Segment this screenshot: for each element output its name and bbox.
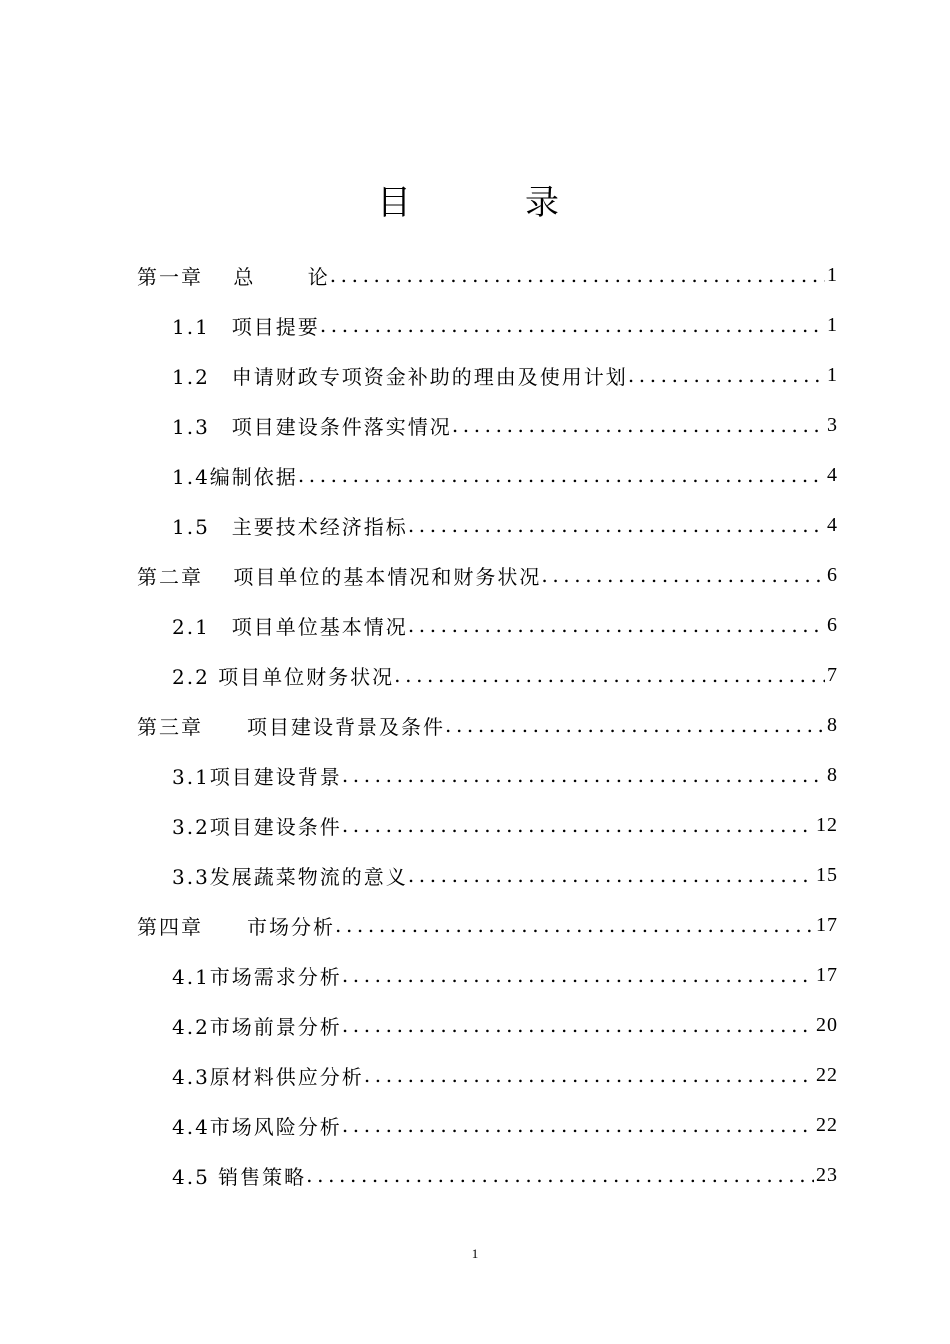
toc-entry-3-1[interactable] (172, 750, 838, 800)
toc-entry-page: 23 (816, 1163, 838, 1186)
toc-entry-page: 8 (827, 763, 838, 786)
toc-entry-label: 4.1市场需求分析 (172, 964, 342, 989)
toc-entry-4-4[interactable] (172, 1100, 838, 1150)
toc-entry-label: 4.5 销售策略 (172, 1164, 307, 1189)
toc-entry-label: 4.4市场风险分析 (172, 1114, 342, 1139)
toc-entry-1-3[interactable] (172, 400, 838, 450)
toc-entry-4-2[interactable] (172, 1000, 838, 1050)
toc-entry-label: 1.5 主要技术经济指标 (172, 514, 408, 539)
dot-leader (452, 413, 825, 437)
toc-entry-chapter-2[interactable] (137, 550, 838, 600)
toc-entry-1-2[interactable] (172, 350, 838, 400)
dot-leader (335, 913, 814, 937)
dot-leader (394, 663, 825, 687)
toc-entry-label: 1.4编制依据 (172, 464, 298, 489)
toc-entry-label: 3.1项目建设背景 (172, 764, 342, 789)
toc-entry-page: 17 (816, 963, 838, 986)
dot-leader (541, 563, 825, 587)
dot-leader (298, 463, 825, 487)
toc-entry-label: 2.2 项目单位财务状况 (172, 664, 395, 689)
toc-entry-4-5[interactable] (172, 1150, 838, 1200)
toc-entry-3-2[interactable] (172, 800, 838, 850)
dot-leader (364, 1063, 814, 1087)
toc-entry-label: 第四章 市场分析 (137, 914, 335, 939)
toc-entry-1-1[interactable] (172, 300, 838, 350)
dot-leader (306, 1163, 814, 1187)
page-number: 1 (471, 1246, 479, 1261)
toc-entry-page: 8 (827, 713, 838, 736)
dot-leader (330, 263, 825, 287)
dot-leader (342, 1013, 814, 1037)
toc-entry-page: 12 (816, 813, 838, 836)
dot-leader (408, 613, 825, 637)
toc-entry-4-1[interactable] (172, 950, 838, 1000)
toc-entry-2-2[interactable] (172, 650, 838, 700)
toc-entry-page: 17 (816, 913, 838, 936)
toc-entry-page: 1 (827, 313, 838, 336)
toc-entry-page: 22 (816, 1113, 838, 1136)
dot-leader (320, 313, 825, 337)
toc-entry-page: 1 (827, 263, 838, 286)
dot-leader (342, 763, 825, 787)
dot-leader (628, 363, 825, 387)
dot-leader (408, 513, 825, 537)
toc-entry-label: 3.2项目建设条件 (172, 814, 342, 839)
dot-leader (445, 713, 825, 737)
toc-entry-page: 3 (827, 413, 838, 436)
toc-entry-page: 6 (827, 613, 838, 636)
toc-entry-page: 4 (827, 513, 838, 536)
toc-entry-label: 4.2市场前景分析 (172, 1014, 342, 1039)
toc-entry-3-3[interactable] (172, 850, 838, 900)
toc-entry-label: 1.1 项目提要 (172, 314, 320, 339)
dot-leader (342, 813, 814, 837)
toc-entry-1-4[interactable] (172, 450, 838, 500)
dot-leader (408, 863, 814, 887)
toc-entry-page: 22 (816, 1063, 838, 1086)
toc-entry-page: 6 (827, 563, 838, 586)
toc-entry-label: 第三章 项目建设背景及条件 (137, 714, 445, 739)
dot-leader (342, 963, 814, 987)
toc-entry-chapter-1[interactable] (137, 250, 838, 300)
page-title: 目 录 (377, 183, 599, 223)
toc-entry-2-1[interactable] (172, 600, 838, 650)
toc-entry-page: 20 (816, 1013, 838, 1036)
toc-entry-1-5[interactable] (172, 500, 838, 550)
toc-entry-label: 第二章 项目单位的基本情况和财务状况 (137, 564, 542, 589)
toc-entry-label: 3.3发展蔬菜物流的意义 (172, 864, 408, 889)
toc-entry-chapter-4[interactable] (137, 900, 838, 950)
toc-entry-label: 1.2 申请财政专项资金补助的理由及使用计划 (172, 364, 628, 389)
toc-entry-chapter-3[interactable] (137, 700, 838, 750)
dot-leader (342, 1113, 814, 1137)
toc-entry-page: 4 (827, 463, 838, 486)
toc-entry-label: 第一章 总 论 (137, 264, 330, 289)
toc-entry-page: 1 (827, 363, 838, 386)
toc-entry-label: 1.3 项目建设条件落实情况 (172, 414, 452, 439)
toc-entry-page: 15 (816, 863, 838, 886)
toc-entry-page: 7 (827, 663, 838, 686)
toc-entry-4-3[interactable] (172, 1050, 838, 1100)
toc-entry-label: 4.3原材料供应分析 (172, 1064, 364, 1089)
toc-entry-label: 2.1 项目单位基本情况 (172, 614, 408, 639)
